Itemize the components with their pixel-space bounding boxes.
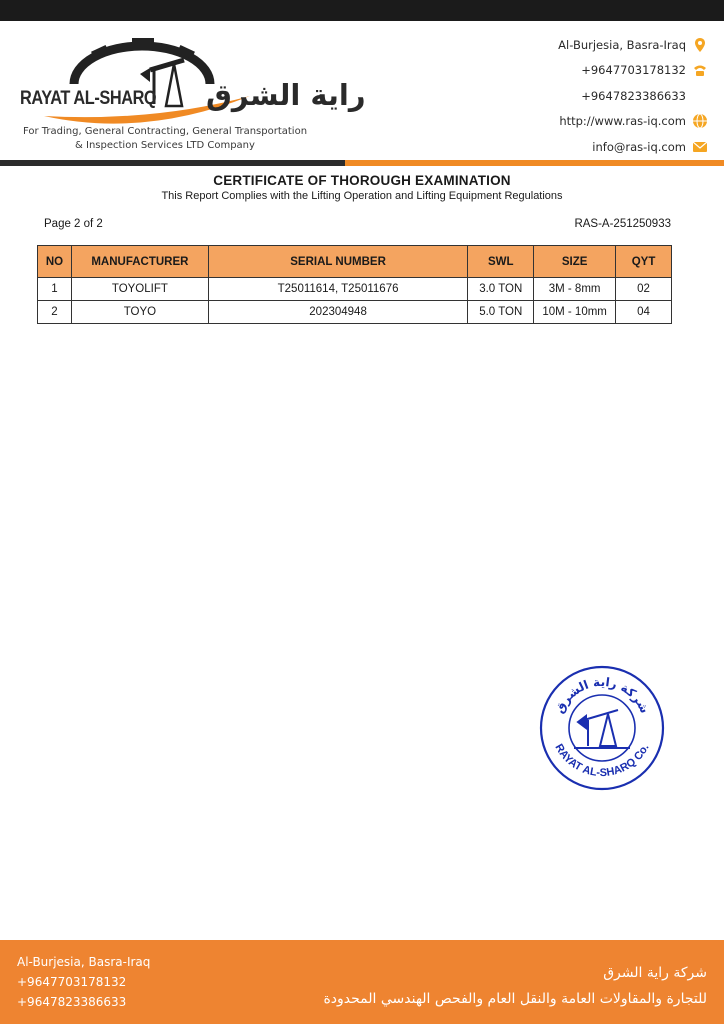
cell-manufacturer: TOYO <box>71 301 208 324</box>
cell-serial-number: T25011614, T25011676 <box>208 278 467 301</box>
contact-phone-1: +9647703178132 <box>448 58 708 84</box>
cell-qyt: 02 <box>616 278 672 301</box>
contact-phone-2: +9647823386633 <box>581 88 686 103</box>
contact-email: info@ras-iq.com <box>448 134 708 160</box>
header-swl: SWL <box>468 246 534 278</box>
equipment-table <box>37 245 672 324</box>
table-header-row <box>38 246 672 278</box>
logo-text-ar: راية الشرق <box>206 78 366 112</box>
cell-no: 1 <box>38 278 72 301</box>
contact-block <box>448 32 708 160</box>
company-tagline: For Trading, General Contracting, General Transportation & Inspection Services LTD Company <box>22 126 308 151</box>
contact-website: http://www.ras-iq.com <box>448 109 708 135</box>
page-number: Page 2 of 2 <box>44 218 103 230</box>
header-divider-dark <box>0 160 345 166</box>
reference-number: RAS-A-251250933 <box>574 218 671 230</box>
header-qyt: QYT <box>616 246 672 278</box>
certificate-title: CERTIFICATE OF THOROUGH EXAMINATION <box>213 173 511 188</box>
footer <box>0 940 724 1024</box>
cell-serial-number: 202304948 <box>208 301 467 324</box>
location-pin-icon <box>692 37 708 53</box>
cell-manufacturer: TOYOLIFT <box>71 278 208 301</box>
table-row <box>38 301 672 324</box>
table-row <box>38 278 672 301</box>
footer-address: Al-Burjesia, Basra-Iraq <box>17 955 151 969</box>
footer-phone-2: +9647823386633 <box>17 995 127 1009</box>
certificate-subtitle: This Report Complies with the Lifting Operation and Lifting Equipment Regulations <box>161 190 563 202</box>
header-manufacturer: MANUFACTURER <box>71 246 208 278</box>
cell-size: 3M - 8mm <box>534 278 616 301</box>
company-stamp <box>538 664 666 792</box>
logo-text-en: RAYAT AL-SHARQ <box>20 88 157 109</box>
header-no: NO <box>38 246 72 278</box>
footer-contacts <box>17 952 150 1012</box>
stamp-pumpjack-icon <box>574 710 630 748</box>
header-size: SIZE <box>534 246 616 278</box>
footer-phone-1: +9647703178132 <box>17 975 127 989</box>
envelope-icon <box>692 139 708 155</box>
cell-size: 10M - 10mm <box>534 301 616 324</box>
cell-qyt: 04 <box>616 301 672 324</box>
header-serial-number: SERIAL NUMBER <box>208 246 467 278</box>
globe-icon <box>692 113 708 129</box>
svg-text:RAYAT AL-SHARQ Co.: RAYAT AL-SHARQ Co. <box>552 742 652 780</box>
cell-no: 2 <box>38 301 72 324</box>
cell-swl: 3.0 TON <box>468 278 534 301</box>
contact-address: Al-Burjesia, Basra-Iraq <box>448 32 708 58</box>
header-divider-orange <box>345 160 724 166</box>
top-bar <box>0 0 724 21</box>
svg-text:شركة راية الشرق: شركة راية الشرق <box>552 674 652 716</box>
cell-swl: 5.0 TON <box>468 301 534 324</box>
phone-icon <box>692 62 708 78</box>
footer-company-name-ar: شركة راية الشرق للتجارة والمقاولات العامة والنقل العام والفحص الهندسي المحدودة <box>323 965 707 1007</box>
